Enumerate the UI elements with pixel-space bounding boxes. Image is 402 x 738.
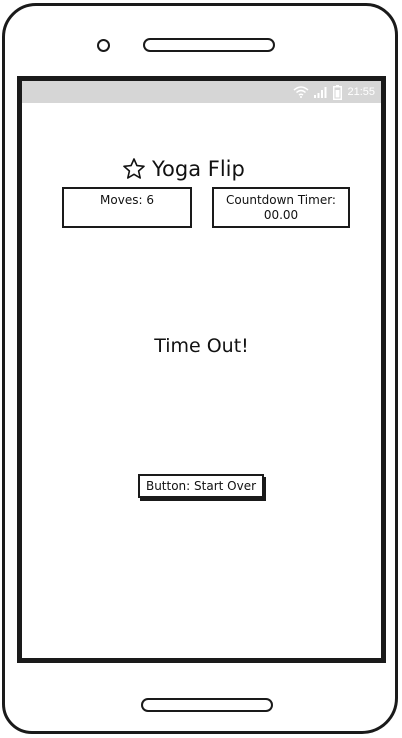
home-button[interactable] (141, 698, 273, 712)
timer-label: Countdown Timer: (226, 193, 336, 207)
time-out-message: Time Out! (154, 335, 249, 357)
start-over-button[interactable]: Button: Start Over (138, 474, 264, 498)
status-time: 21:55 (347, 86, 375, 98)
battery-icon (333, 85, 342, 100)
phone-screen (17, 76, 386, 663)
countdown-timer (212, 187, 350, 228)
speaker-grille (143, 38, 275, 52)
app-title-text: Yoga Flip (152, 157, 245, 181)
signal-icon (314, 86, 328, 98)
wifi-icon (293, 86, 309, 98)
moves-label: Moves: 6 (100, 193, 154, 207)
camera-icon (97, 39, 110, 52)
timer-value: 00.00 (263, 208, 299, 222)
moves-counter (62, 187, 192, 228)
star-icon (122, 157, 146, 181)
status-bar (22, 81, 381, 103)
app-title (122, 153, 245, 185)
status-icons (293, 83, 375, 101)
